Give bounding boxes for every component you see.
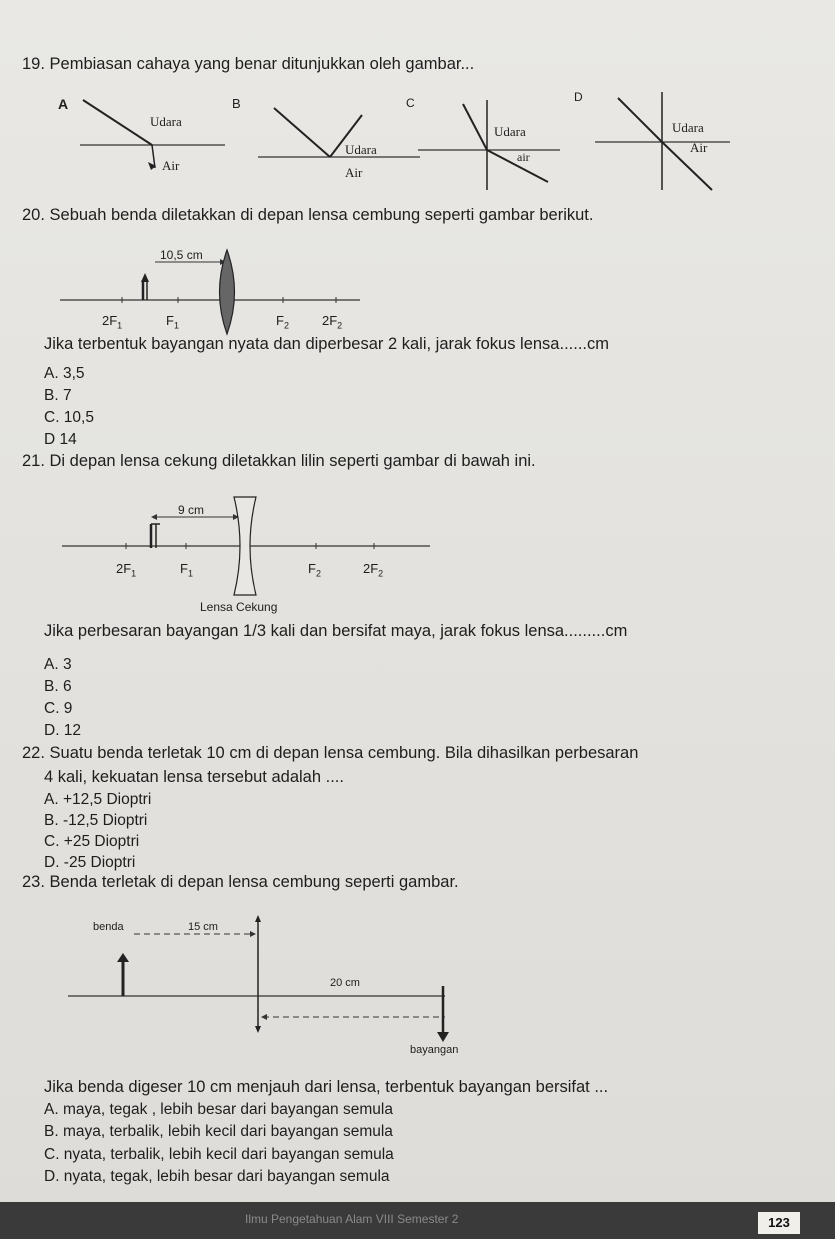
panel-d-letter: D [574,90,583,104]
q20-option-b[interactable]: B. 7 [44,387,72,404]
panel-c-bottom-label: air [517,150,530,164]
q21-label-f1: $F_1$ [180,561,193,579]
q20-distance-label: 10,5 cm [160,248,203,262]
q20-label-2f1: $2F_1$ [102,313,123,331]
question-20: 20. Sebuah benda diletakkan di depan lensa cembung seperti gambar berikut. [22,206,594,224]
q23-image-distance: 20 cm [330,977,360,989]
q23-option-a[interactable]: A. maya, tegak , lebih besar dari bayangan semula [44,1101,393,1118]
panel-c-top-label: Udara [494,124,526,139]
question-22-line-1: 22. Suatu benda terletak 10 cm di depan lensa cembung. Bila dihasilkan perbesaran [22,744,639,762]
q23-object-distance: 15 cm [188,921,218,933]
question-22-line-2: 4 kali, kekuatan lensa tersebut adalah .... [44,768,344,786]
q23-option-d[interactable]: D. nyata, tegak, lebih besar dari bayangan semula [44,1168,390,1185]
q23-object-label: benda [93,921,124,933]
question-21: 21. Di depan lensa cekung diletakkan lilin seperti gambar di bawah ini. [22,452,536,470]
q21-option-d[interactable]: D. 12 [44,722,82,739]
q22-option-c[interactable]: C. +25 Dioptri [44,833,140,850]
question-23: 23. Benda terletak di depan lensa cembung seperti gambar. [22,873,459,891]
q23-option-c[interactable]: C. nyata, terbalik, lebih kecil dari bayangan semula [44,1146,394,1163]
q23-question: Jika benda digeser 10 cm menjauh dari lensa, terbentuk bayangan bersifat ... [44,1078,609,1096]
q20-option-d[interactable]: D 14 [44,431,77,448]
q20-question: Jika terbentuk bayangan nyata dan diperbesar 2 kali, jarak fokus lensa......cm [44,335,609,353]
q21-option-c[interactable]: C. 9 [44,700,73,717]
q22-option-d[interactable]: D. -25 Dioptri [44,854,136,871]
panel-b-top-label: Udara [345,142,377,157]
q21-question: Jika perbesaran bayangan 1/3 kali dan bersifat maya, jarak fokus lensa.........cm [44,622,628,640]
q21-lens-caption: Lensa Cekung [200,600,278,614]
panel-c-letter: C [406,96,415,110]
panel-a-top-label: Udara [150,114,182,129]
panel-b-letter: B [232,96,241,111]
q20-option-a[interactable]: A. 3,5 [44,365,85,382]
q21-label-2f2: $2F_2$ [363,561,384,579]
footer-book-title: Ilmu Pengetahuan Alam VIII Semester 2 [245,1212,459,1226]
q20-label-f1: $F_1$ [166,313,179,331]
panel-d-bottom-label: Air [690,140,708,155]
question-19: 19. Pembiasan cahaya yang benar ditunjukkan oleh gambar... [22,55,475,73]
q20-label-f2: $F_2$ [276,313,289,331]
panel-d-top-label: Udara [672,120,704,135]
q23-option-b[interactable]: B. maya, terbalik, lebih kecil dari bayangan semula [44,1123,393,1140]
q20-label-2f2: $2F_2$ [322,313,343,331]
q21-label-2f1: $2F_1$ [116,561,137,579]
panel-a-letter: A [58,96,69,112]
page-number: 123 [758,1212,800,1234]
q21-option-a[interactable]: A. 3 [44,656,72,673]
q22-option-b[interactable]: B. -12,5 Dioptri [44,812,148,829]
q20-option-c[interactable]: C. 10,5 [44,409,94,426]
q21-distance-label: 9 cm [178,503,205,517]
q21-label-f2: $F_2$ [308,561,321,579]
q21-option-b[interactable]: B. 6 [44,678,72,695]
q22-option-a[interactable]: A. +12,5 Dioptri [44,791,152,808]
q23-image-label: bayangan [410,1044,459,1056]
panel-a-bottom-label: Air [162,158,180,173]
panel-b-bottom-label: Air [345,165,363,180]
